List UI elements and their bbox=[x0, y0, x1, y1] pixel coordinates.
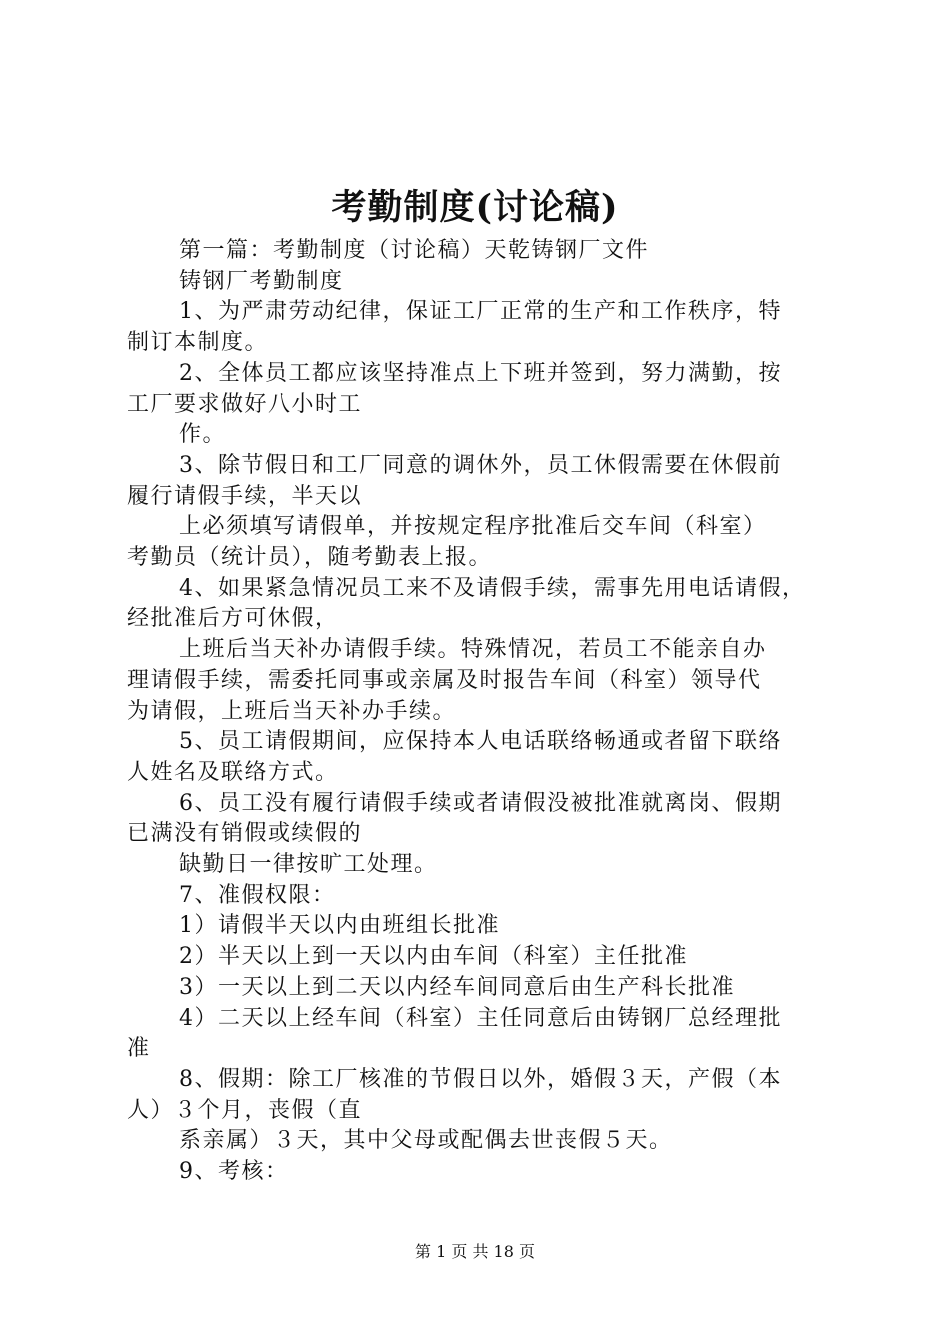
body-line: 5、员工请假期间，应保持本人电话联络畅通或者留下联络 bbox=[179, 729, 782, 755]
body-line: 1）请假半天以内由班组长批准 bbox=[179, 913, 500, 939]
body-line: 9、考核： bbox=[179, 1159, 289, 1185]
body-line: 经批准后方可休假， bbox=[127, 606, 339, 632]
body-line: 已满没有销假或续假的 bbox=[127, 821, 363, 847]
page-footer: 第 1 页 共 18 页 bbox=[415, 1242, 535, 1261]
body-line: 为请假，上班后当天补办手续。 bbox=[127, 698, 457, 724]
body-line: 上班后当天补办请假手续。特殊情况，若员工不能亲自办 bbox=[179, 637, 767, 663]
body-line: 4）二天以上经车间（科室）主任同意后由铸钢厂总经理批 bbox=[179, 1005, 782, 1031]
document-title: 考勤制度(讨论稿) bbox=[331, 187, 619, 228]
body-line: 6、员工没有履行请假手续或者请假没被批准就离岗、假期 bbox=[179, 790, 782, 816]
body-line: 理请假手续，需委托同事或亲属及时报告车间（科室）领导代 bbox=[127, 667, 762, 693]
body-line: 2、全体员工都应该坚持准点上下班并签到，努力满勤，按 bbox=[179, 360, 782, 386]
body-line: 1、为严肃劳动纪律，保证工厂正常的生产和工作秩序，特 bbox=[179, 299, 782, 325]
body-line: 3）一天以上到二天以内经车间同意后由生产科长批准 bbox=[179, 974, 735, 1000]
body-line: 上必须填写请假单，并按规定程序批准后交车间（科室） bbox=[179, 514, 767, 540]
body-line: 系亲属）３天，其中父母或配偶去世丧假５天。 bbox=[179, 1128, 673, 1154]
body-line: 8、假期：除工厂核准的节假日以外，婚假３天，产假（本 bbox=[179, 1066, 782, 1092]
body-line: 作。 bbox=[179, 422, 227, 448]
body-line: 缺勤日一律按旷工处理。 bbox=[179, 852, 438, 878]
body-line: 4、如果紧急情况员工来不及请假手续，需事先用电话请假， bbox=[179, 575, 806, 601]
body-line: 2）半天以上到一天以内由车间（科室）主任批准 bbox=[179, 944, 688, 970]
body-line: 人）３个月，丧假（直 bbox=[127, 1097, 363, 1123]
document-body bbox=[127, 236, 842, 1188]
body-line: 铸钢厂考勤制度 bbox=[179, 268, 344, 294]
body-line: 履行请假手续，半天以 bbox=[127, 483, 363, 509]
body-line: 第一篇：考勤制度（讨论稿）天乾铸钢厂文件 bbox=[179, 238, 650, 263]
body-line: 7、准假权限： bbox=[179, 882, 336, 908]
body-line: 准 bbox=[127, 1036, 151, 1062]
body-line: 制订本制度。 bbox=[127, 330, 269, 356]
body-line: 考勤员（统计员），随考勤表上报。 bbox=[127, 545, 493, 571]
body-line: 人姓名及联络方式。 bbox=[127, 759, 339, 785]
body-line: 工厂要求做好八小时工 bbox=[127, 391, 363, 417]
body-line: 3、除节假日和工厂同意的调休外，员工休假需要在休假前 bbox=[179, 452, 782, 478]
